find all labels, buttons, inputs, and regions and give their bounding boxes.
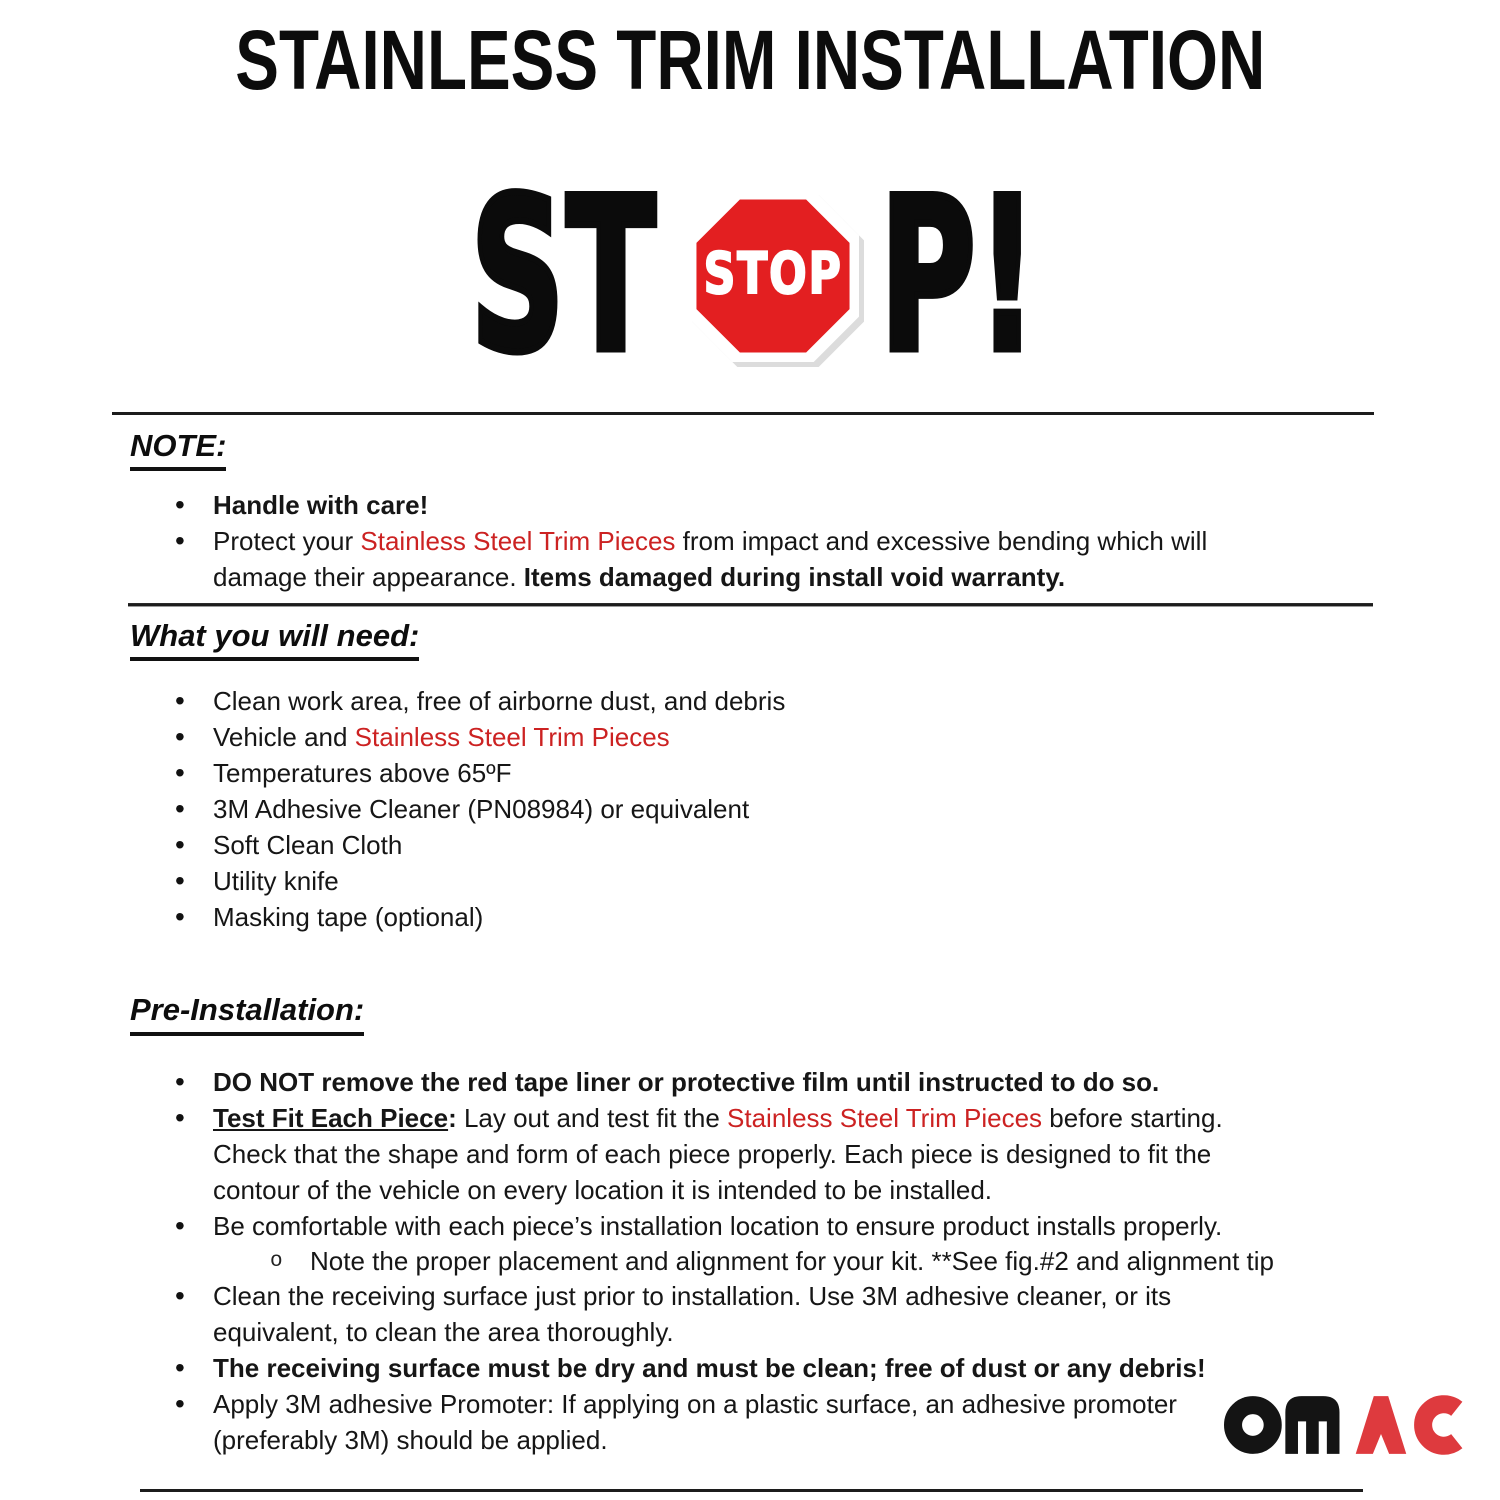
divider bbox=[140, 1489, 1363, 1492]
bullet-text: • Soft Clean Cloth bbox=[213, 830, 403, 861]
bullet-text: • Clean work area, free of airborne dust, and debris bbox=[213, 686, 786, 717]
text-segment-bold: Items damaged during install void warranty. bbox=[523, 562, 1066, 593]
highlight-red: Stainless Steel Trim Pieces bbox=[360, 526, 676, 557]
bullet-text: Check that the shape and form of each piece properly. Each piece is designed to fit the bbox=[213, 1138, 1212, 1169]
section-heading-note: NOTE: bbox=[130, 427, 226, 471]
pre-installation-list bbox=[213, 1064, 1370, 1458]
text-segment-bold: : bbox=[448, 1102, 457, 1133]
bullet-text bbox=[213, 1100, 1370, 1136]
bullet-text: • The receiving surface must be dry and must be clean; free of dust or any debris! bbox=[213, 1352, 1206, 1383]
list-item bbox=[213, 523, 1370, 595]
bullet-text: • 3M Adhesive Cleaner (PN08984) or equivalent bbox=[213, 794, 750, 825]
bullet-text: • DO NOT remove the red tape liner or protective film until instructed to do so. bbox=[213, 1066, 1160, 1097]
text-segment: damage their appearance. bbox=[213, 562, 524, 593]
list-item bbox=[213, 791, 1370, 827]
bullet-text: equivalent, to clean the area thoroughly. bbox=[213, 1316, 674, 1347]
text-segment: Lay out and test fit the bbox=[456, 1102, 728, 1133]
list-item bbox=[213, 899, 1370, 935]
bullet-text: o Note the proper placement and alignment for your kit. **See fig.#2 and alignment tip bbox=[310, 1245, 1275, 1276]
bullet-text: • Temperatures above 65ºF bbox=[213, 758, 512, 789]
bullet-text: • Be comfortable with each piece’s installation location to ensure product installs properly. bbox=[213, 1210, 1223, 1241]
highlight-red: Stainless Steel Trim Pieces bbox=[727, 1102, 1043, 1133]
omac-logo-icon bbox=[1224, 1392, 1464, 1458]
list-item bbox=[213, 487, 1370, 523]
text-segment-bold-underline: Test Fit Each Piece bbox=[213, 1102, 449, 1133]
list-item bbox=[213, 683, 1370, 719]
list-item bbox=[213, 719, 1370, 755]
list-item bbox=[213, 1278, 1370, 1350]
stop-graphic-right-letters: P! bbox=[879, 152, 1039, 399]
list-item bbox=[213, 1386, 1370, 1458]
section-heading-need: What you will need: bbox=[130, 617, 419, 661]
bullet-text: • Masking tape (optional) bbox=[213, 902, 484, 933]
bullet-text: • Apply 3M adhesive Promoter: If applying on a plastic surface, an adhesive promoter bbox=[213, 1388, 1177, 1419]
note-list bbox=[213, 487, 1370, 595]
bullet-text bbox=[213, 559, 1370, 595]
title-row bbox=[0, 0, 1500, 107]
bullet-text: • Clean the receiving surface just prior to installation. Use 3M adhesive cleaner, or its bbox=[213, 1280, 1172, 1311]
omac-logo bbox=[1224, 1392, 1464, 1458]
stop-sign-label: STOP bbox=[703, 240, 843, 307]
bullet-text: (preferably 3M) should be applied. bbox=[213, 1424, 608, 1455]
list-item bbox=[213, 1064, 1370, 1100]
highlight-red: Stainless Steel Trim Pieces bbox=[354, 722, 670, 753]
sub-list-item bbox=[310, 1244, 1370, 1278]
stop-sign-icon bbox=[687, 190, 859, 362]
list-item bbox=[213, 863, 1370, 899]
list-item bbox=[213, 1208, 1370, 1244]
list-item bbox=[213, 755, 1370, 791]
bullet-text bbox=[213, 719, 1370, 755]
text-segment: from impact and excessive bending which will bbox=[675, 526, 1208, 557]
stop-graphic bbox=[0, 152, 1500, 399]
page-title: STAINLESS TRIM INSTALLATION bbox=[234, 13, 1266, 107]
bullet-text: contour of the vehicle on every location it is intended to be installed. bbox=[213, 1174, 993, 1205]
text-segment: Protect your bbox=[213, 526, 361, 557]
section-pre-installation bbox=[0, 935, 1500, 1457]
bullet-text: • Handle with care! bbox=[213, 490, 429, 521]
list-item bbox=[213, 827, 1370, 863]
section-note bbox=[0, 415, 1500, 595]
text-segment: Vehicle and bbox=[213, 722, 355, 753]
bullet-text: • Utility knife bbox=[213, 866, 339, 897]
list-item bbox=[213, 1350, 1370, 1386]
need-list bbox=[213, 683, 1370, 935]
bullet-text bbox=[213, 523, 1370, 559]
section-what-you-will-need bbox=[0, 607, 1500, 935]
stop-graphic-left-letters: ST bbox=[470, 152, 658, 399]
list-item bbox=[213, 1100, 1370, 1208]
text-segment: before starting. bbox=[1042, 1102, 1223, 1133]
section-heading-pre-installation: Pre-Installation: bbox=[130, 991, 364, 1035]
